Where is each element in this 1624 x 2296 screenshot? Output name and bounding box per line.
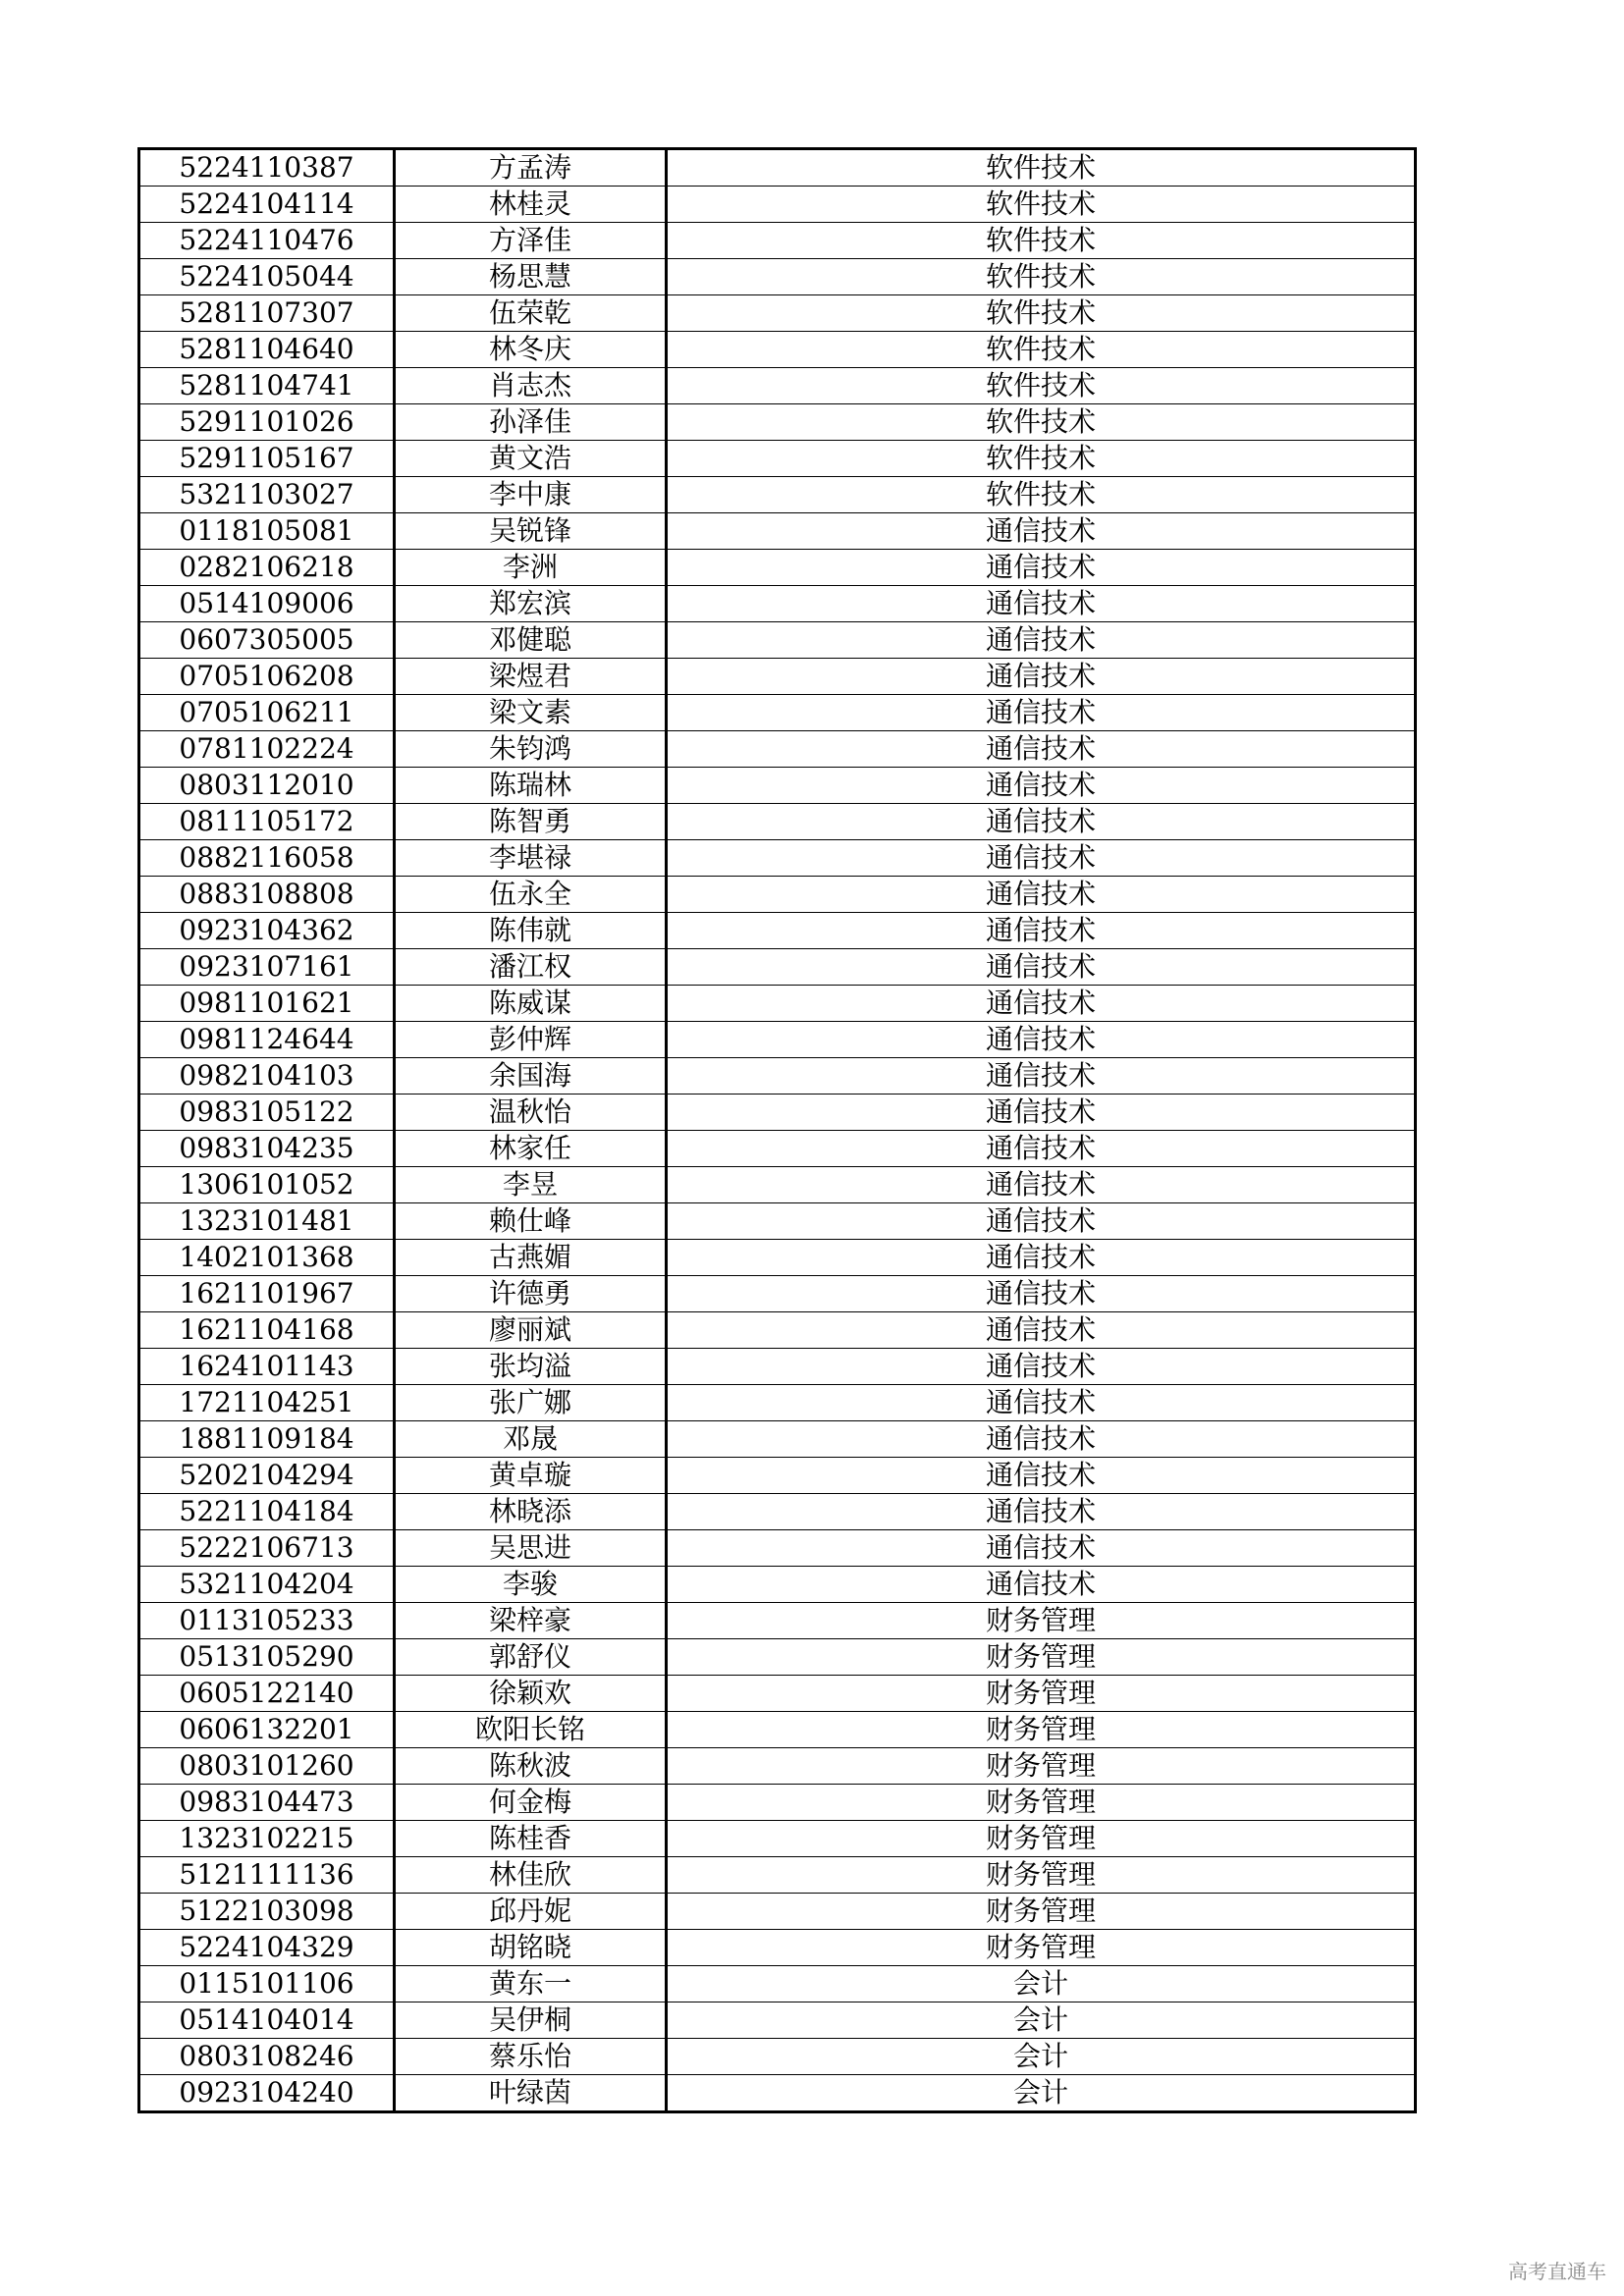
student-name-cell: 温秋怡 — [395, 1095, 667, 1131]
table-row — [139, 404, 1416, 441]
student-id-cell: 0923107161 — [139, 949, 395, 986]
student-name-cell: 何金梅 — [395, 1785, 667, 1821]
student-id-cell: 0607305005 — [139, 622, 395, 659]
student-id-cell: 0811105172 — [139, 804, 395, 840]
student-name-cell: 李骏 — [395, 1567, 667, 1603]
major-cell: 财务管理 — [667, 1603, 1416, 1639]
student-name-cell: 陈桂香 — [395, 1821, 667, 1857]
table-row — [139, 259, 1416, 295]
major-cell: 财务管理 — [667, 1821, 1416, 1857]
table-row — [139, 1530, 1416, 1567]
student-id-cell: 5321104204 — [139, 1567, 395, 1603]
major-cell: 软件技术 — [667, 404, 1416, 441]
student-name-cell: 张均溢 — [395, 1349, 667, 1385]
student-id-cell: 0606132201 — [139, 1712, 395, 1748]
major-cell: 财务管理 — [667, 1785, 1416, 1821]
student-name-cell: 赖仕峰 — [395, 1203, 667, 1240]
major-cell: 软件技术 — [667, 223, 1416, 259]
student-name-cell: 邱丹妮 — [395, 1894, 667, 1930]
student-name-cell: 古燕媚 — [395, 1240, 667, 1276]
student-name-cell: 陈秋波 — [395, 1748, 667, 1785]
table-row — [139, 2039, 1416, 2075]
student-id-cell: 5281104741 — [139, 368, 395, 404]
major-cell: 财务管理 — [667, 1894, 1416, 1930]
major-cell: 通信技术 — [667, 1421, 1416, 1458]
student-id-cell: 0282106218 — [139, 550, 395, 586]
major-cell: 会计 — [1012, 2076, 1068, 2109]
student-id-cell: 1721104251 — [139, 1385, 395, 1421]
table-row — [139, 513, 1416, 550]
student-name-cell: 林冬庆 — [395, 332, 667, 368]
table-row — [139, 695, 1416, 731]
student-id-cell: 0803108246 — [139, 2039, 395, 2075]
student-id-cell: 0981101621 — [139, 986, 395, 1022]
student-id-cell: 0513105290 — [139, 1639, 395, 1676]
major-cell: 财务管理 — [667, 1712, 1416, 1748]
major-cell: 通信技术 — [667, 804, 1416, 840]
major-cell: 通信技术 — [667, 1458, 1416, 1494]
table-row — [139, 1095, 1416, 1131]
student-id-cell: 0705106208 — [139, 659, 395, 695]
student-id-cell: 0803112010 — [139, 768, 395, 804]
student-id-cell: 0781102224 — [139, 731, 395, 768]
student-name-cell: 陈伟就 — [395, 913, 667, 949]
student-id-cell: 5222106713 — [139, 1530, 395, 1567]
student-name-cell: 陈威谋 — [395, 986, 667, 1022]
table-row — [139, 1821, 1416, 1857]
student-name-cell: 蔡乐怡 — [395, 2039, 667, 2075]
student-id-cell: 1323101481 — [139, 1203, 395, 1240]
student-name-cell: 叶绿茵 — [395, 2075, 667, 2112]
major-cell: 通信技术 — [667, 695, 1416, 731]
student-id-cell: 5224110476 — [139, 223, 395, 259]
student-id-cell: 0113105233 — [139, 1603, 395, 1639]
table-row — [139, 368, 1416, 404]
student-name-cell: 徐颖欢 — [395, 1676, 667, 1712]
student-id-cell: 0983105122 — [139, 1095, 395, 1131]
major-cell: 财务管理 — [667, 1857, 1416, 1894]
student-id-cell: 1621101967 — [139, 1276, 395, 1312]
roster-table — [137, 147, 1417, 2113]
table-row — [139, 913, 1416, 949]
student-id-cell: 5321103027 — [139, 477, 395, 513]
student-name-cell: 胡铭晓 — [395, 1930, 667, 1966]
student-id-cell: 0514109006 — [139, 586, 395, 622]
student-name-cell: 陈智勇 — [395, 804, 667, 840]
student-name-cell: 伍永全 — [395, 877, 667, 913]
major-cell: 软件技术 — [667, 259, 1416, 295]
table-row — [139, 586, 1416, 622]
table-row — [139, 768, 1416, 804]
student-name-cell: 郑宏滨 — [395, 586, 667, 622]
table-row — [139, 477, 1416, 513]
roster-body — [139, 149, 1416, 2112]
student-name-cell: 郭舒仪 — [395, 1639, 667, 1676]
major-cell: 通信技术 — [667, 1276, 1416, 1312]
major-cell: 会计 — [667, 1966, 1416, 2002]
major-cell: 通信技术 — [667, 1385, 1416, 1421]
student-name-cell: 伍荣乾 — [395, 295, 667, 332]
table-row — [139, 840, 1416, 877]
table-row — [139, 1639, 1416, 1676]
major-cell: 通信技术 — [667, 1022, 1416, 1058]
major-cell: 财务管理 — [667, 1676, 1416, 1712]
table-row — [139, 1203, 1416, 1240]
student-id-cell: 1402101368 — [139, 1240, 395, 1276]
student-name-cell: 黄文浩 — [395, 441, 667, 477]
student-id-cell: 5122103098 — [139, 1894, 395, 1930]
student-name-cell: 许德勇 — [395, 1276, 667, 1312]
major-cell: 软件技术 — [667, 441, 1416, 477]
table-row — [139, 1421, 1416, 1458]
student-id-cell: 5291101026 — [139, 404, 395, 441]
table-row — [139, 1131, 1416, 1167]
table-row — [139, 1603, 1416, 1639]
student-id-cell: 0923104362 — [139, 913, 395, 949]
table-row — [139, 1676, 1416, 1712]
major-cell: 通信技术 — [667, 768, 1416, 804]
major-cell: 通信技术 — [667, 586, 1416, 622]
table-row — [139, 550, 1416, 586]
major-cell: 通信技术 — [667, 513, 1416, 550]
student-id-cell: 5121111136 — [139, 1857, 395, 1894]
major-cell: 通信技术 — [667, 1567, 1416, 1603]
student-id-cell: 5224110387 — [139, 149, 395, 187]
student-id-cell: 5291105167 — [139, 441, 395, 477]
table-row — [139, 149, 1416, 187]
table-row — [139, 441, 1416, 477]
major-cell: 通信技术 — [667, 913, 1416, 949]
major-cell: 通信技术 — [667, 1131, 1416, 1167]
major-cell: 通信技术 — [667, 1058, 1416, 1095]
student-name-cell: 潘江权 — [395, 949, 667, 986]
major-cell: 通信技术 — [667, 1312, 1416, 1349]
student-id-cell: 5202104294 — [139, 1458, 395, 1494]
table-row — [139, 1385, 1416, 1421]
major-cell: 通信技术 — [667, 659, 1416, 695]
student-id-cell: 0983104473 — [139, 1785, 395, 1821]
student-name-cell: 梁梓豪 — [395, 1603, 667, 1639]
student-id-cell: 0882116058 — [139, 840, 395, 877]
student-name-cell: 李洲 — [395, 550, 667, 586]
student-name-cell: 李堪禄 — [395, 840, 667, 877]
student-name-cell: 邓晟 — [395, 1421, 667, 1458]
student-id-cell: 0983104235 — [139, 1131, 395, 1167]
student-name-cell: 林晓添 — [395, 1494, 667, 1530]
table-row — [139, 2002, 1416, 2039]
student-id-cell: 5224105044 — [139, 259, 395, 295]
table-row — [139, 1458, 1416, 1494]
table-row — [139, 1966, 1416, 2002]
student-name-cell: 黄卓璇 — [395, 1458, 667, 1494]
student-name-cell: 李中康 — [395, 477, 667, 513]
student-id-cell: 0803101260 — [139, 1748, 395, 1785]
major-cell: 通信技术 — [667, 550, 1416, 586]
student-name-cell: 吴锐锋 — [395, 513, 667, 550]
student-name-cell: 彭仲辉 — [395, 1022, 667, 1058]
major-cell: 通信技术 — [667, 1530, 1416, 1567]
table-row — [139, 1567, 1416, 1603]
major-cell: 软件技术 — [667, 187, 1416, 223]
student-name-cell: 吴思进 — [395, 1530, 667, 1567]
student-id-cell: 0118105081 — [139, 513, 395, 550]
student-name-cell: 欧阳长铭 — [395, 1712, 667, 1748]
student-id-cell: 5224104114 — [139, 187, 395, 223]
student-id-cell: 1621104168 — [139, 1312, 395, 1349]
major-cell: 财务管理 — [667, 1930, 1416, 1966]
major-cell: 软件技术 — [667, 149, 1416, 187]
major-cell: 通信技术 — [667, 1203, 1416, 1240]
major-cell: 财务管理 — [667, 1748, 1416, 1785]
student-id-cell: 0605122140 — [139, 1676, 395, 1712]
student-id-cell: 5281107307 — [139, 295, 395, 332]
table-row — [139, 332, 1416, 368]
student-name-cell: 张广娜 — [395, 1385, 667, 1421]
major-cell: 通信技术 — [667, 622, 1416, 659]
major-cell: 通信技术 — [667, 1167, 1416, 1203]
table-row — [139, 1494, 1416, 1530]
major-cell: 软件技术 — [667, 477, 1416, 513]
major-cell: 软件技术 — [667, 295, 1416, 332]
student-name-cell: 梁文素 — [395, 695, 667, 731]
student-name-cell: 方泽佳 — [395, 223, 667, 259]
major-cell: 会计 — [667, 2039, 1416, 2075]
table-row — [139, 1167, 1416, 1203]
table-row — [139, 986, 1416, 1022]
student-id-cell: 5221104184 — [139, 1494, 395, 1530]
table-row — [139, 223, 1416, 259]
student-name-cell: 杨思慧 — [395, 259, 667, 295]
table-row — [139, 1349, 1416, 1385]
table-row — [139, 1058, 1416, 1095]
major-cell: 通信技术 — [667, 949, 1416, 986]
student-name-cell: 黄东一 — [395, 1966, 667, 2002]
student-name-cell: 邓健聪 — [395, 622, 667, 659]
major-cell: 通信技术 — [667, 877, 1416, 913]
student-name-cell: 孙泽佳 — [395, 404, 667, 441]
table-row — [139, 804, 1416, 840]
table-row — [139, 2075, 1416, 2112]
major-cell: 通信技术 — [667, 731, 1416, 768]
table-row — [139, 731, 1416, 768]
table-row — [139, 1748, 1416, 1785]
table-row — [139, 622, 1416, 659]
table-row — [139, 295, 1416, 332]
table-row — [139, 949, 1416, 986]
student-name-cell: 林桂灵 — [395, 187, 667, 223]
table-row — [139, 1857, 1416, 1894]
table-row — [139, 1240, 1416, 1276]
student-id-cell: 0883108808 — [139, 877, 395, 913]
major-cell: 通信技术 — [667, 1349, 1416, 1385]
student-id-cell: 1323102215 — [139, 1821, 395, 1857]
major-cell: 软件技术 — [667, 368, 1416, 404]
student-name-cell: 方孟涛 — [395, 149, 667, 187]
student-name-cell: 林佳欣 — [395, 1857, 667, 1894]
student-id-cell: 1881109184 — [139, 1421, 395, 1458]
student-id-cell: 0514104014 — [139, 2002, 395, 2039]
table-row — [139, 187, 1416, 223]
watermark: 高考直通车 — [1508, 2260, 1606, 2283]
student-id-cell: 0923104240 — [139, 2075, 395, 2112]
table-row — [139, 1712, 1416, 1748]
student-id-cell: 5224104329 — [139, 1930, 395, 1966]
table-row — [139, 1312, 1416, 1349]
student-name-cell: 廖丽斌 — [395, 1312, 667, 1349]
student-id-cell: 1624101143 — [139, 1349, 395, 1385]
student-name-cell: 吴伊桐 — [395, 2002, 667, 2039]
student-id-cell: 0705106211 — [139, 695, 395, 731]
table-row — [139, 1785, 1416, 1821]
major-cell: 通信技术 — [667, 986, 1416, 1022]
table-row — [139, 659, 1416, 695]
major-cell: 通信技术 — [667, 1240, 1416, 1276]
student-id-cell: 5281104640 — [139, 332, 395, 368]
major-cell: 会计 — [667, 2002, 1416, 2039]
table-row — [139, 877, 1416, 913]
student-id-cell: 0115101106 — [139, 1966, 395, 2002]
student-id-cell: 1306101052 — [139, 1167, 395, 1203]
student-id-cell: 0981124644 — [139, 1022, 395, 1058]
student-name-cell: 梁煜君 — [395, 659, 667, 695]
table-row — [139, 1930, 1416, 1966]
major-cell: 通信技术 — [667, 1494, 1416, 1530]
student-name-cell: 陈瑞林 — [395, 768, 667, 804]
student-name-cell: 林家任 — [395, 1131, 667, 1167]
table-row — [139, 1022, 1416, 1058]
major-cell: 通信技术 — [667, 840, 1416, 877]
table-row — [139, 1894, 1416, 1930]
student-id-cell: 0982104103 — [139, 1058, 395, 1095]
major-cell: 软件技术 — [667, 332, 1416, 368]
student-name-cell: 肖志杰 — [395, 368, 667, 404]
major-cell: 通信技术 — [667, 1095, 1416, 1131]
student-name-cell: 李昱 — [395, 1167, 667, 1203]
student-name-cell: 余国海 — [395, 1058, 667, 1095]
major-cell: 财务管理 — [667, 1639, 1416, 1676]
student-name-cell: 朱钧鸿 — [395, 731, 667, 768]
table-row — [139, 1276, 1416, 1312]
